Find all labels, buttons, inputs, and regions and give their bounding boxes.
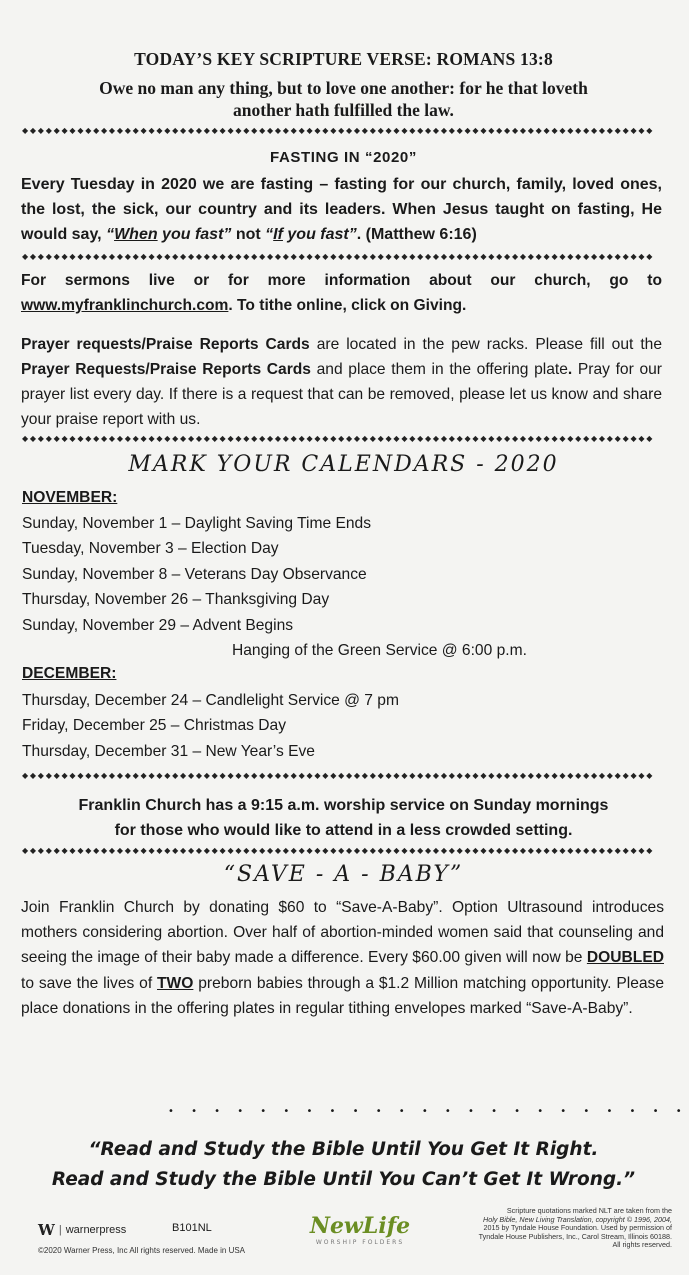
prayer-paragraph [21,332,662,432]
legal-line: Tyndale House Publishers, Inc., Carol Stream, Illinois 60188. [478,1231,672,1241]
diamond-divider: ◆◆◆◆◆◆◆◆◆◆◆◆◆◆◆◆◆◆◆◆◆◆◆◆◆◆◆◆◆◆◆◆◆◆◆◆◆◆◆◆◆◆◆◆◆◆◆◆◆◆◆◆◆◆◆◆◆◆◆◆◆◆◆◆◆◆◆◆◆◆◆◆◆◆◆◆◆◆◆◆ [22,126,655,135]
legal-line: Holy Bible, New Living Translation, copyright © 1996, 2004, [483,1214,672,1224]
calendar-event: Sunday, November 1 – Daylight Saving Time Ends [22,515,372,532]
baby-text-2: to save the lives of [21,974,158,992]
product-code: B101NL [172,1222,212,1234]
prayer-period: . [567,361,573,378]
calendar-event: Thursday, November 26 – Thanksgiving Day [22,591,330,608]
key-verse-text [30,77,657,121]
calendar-event: Tuesday, November 3 – Election Day [22,540,279,557]
quote-rest: you fast” [282,226,357,243]
warner-press-logo [38,1221,126,1239]
calendar-title: MARK YOUR CALENDARS - 2020 [128,452,559,477]
baby-text: Join Franklin Church by donating $60 to “Save-A-Baby”. Option Ultrasound introduces mothers considering abortion. Over half of abortion-minded women said that counseling and seeing the image of their baby made a difference. Every $60.00 given will now be [21,899,664,967]
legal-line: Scripture quotations marked NLT are taken from the [506,1206,672,1215]
bible-quote-line-1: “Read and Study the Bible Until You Get It Right. [88,1139,599,1160]
key-verse-line-2: another hath fulfilled the law. [233,100,454,120]
diamond-divider: ◆◆◆◆◆◆◆◆◆◆◆◆◆◆◆◆◆◆◆◆◆◆◆◆◆◆◆◆◆◆◆◆◆◆◆◆◆◆◆◆◆◆◆◆◆◆◆◆◆◆◆◆◆◆◆◆◆◆◆◆◆◆◆◆◆◆◆◆◆◆◆◆◆◆◆◆◆◆◆◆ [22,434,655,443]
save-a-baby-title: “SAVE - A - BABY” [223,862,464,887]
fasting-paragraph [21,172,662,247]
service-announcement [0,793,687,843]
two-word: TWO [157,974,194,992]
newlife-logo [290,1213,430,1249]
prayer-text-2: and place them in the offering plate [310,361,568,378]
quote-mark: “ [106,226,115,243]
newlife-wordmark: NewLife [309,1213,411,1239]
key-verse-line-1: Owe no man any thing, but to love one another: for he that loveth [99,78,588,98]
when-word: When [114,226,158,243]
church-website-link[interactable]: www.myfranklinchurch.com [21,297,229,314]
calendar-event: Sunday, November 29 – Advent Begins [22,617,294,634]
december-label: DECEMBER: [22,665,117,682]
prayer-cards-bold-2: Prayer Requests/Praise Reports Cards [21,361,311,378]
diamond-divider: ◆◆◆◆◆◆◆◆◆◆◆◆◆◆◆◆◆◆◆◆◆◆◆◆◆◆◆◆◆◆◆◆◆◆◆◆◆◆◆◆◆◆◆◆◆◆◆◆◆◆◆◆◆◆◆◆◆◆◆◆◆◆◆◆◆◆◆◆◆◆◆◆◆◆◆◆◆◆◆◆ [22,846,655,855]
calendar-event: Friday, December 25 – Christmas Day [22,717,287,734]
quote-rest: you fast” [157,226,232,243]
if-word: If [273,226,283,243]
save-a-baby-paragraph [21,895,664,1021]
calendar-event: Sunday, November 8 – Veterans Day Observance [22,566,367,583]
copyright: ©2020 Warner Press, Inc All rights reserved. Made in USA [38,1246,246,1255]
november-label: NOVEMBER: [22,489,118,506]
calendar-event: Thursday, December 24 – Candlelight Service @ 7 pm [22,692,399,709]
baby-text-3: preborn babies through a $1.2 Million matching opportunity. Please place donations in the offering plates in regular tithing envelopes marked “Save-A-Baby”. [21,974,665,1017]
key-verse-title: TODAY’S KEY SCRIPTURE VERSE: ROMANS 13:8 [134,49,553,69]
calendar-event: Thursday, December 31 – New Year’s Eve [22,743,315,760]
sermons-paragraph [21,268,662,318]
prayer-cards-bold: Prayer requests/Praise Reports Cards [21,336,310,353]
sermons-text: For sermons live or for more information about our church, go to [21,272,662,289]
service-line-2: for those who would like to attend in a less crowded setting. [114,822,573,839]
service-line-1: Franklin Church has a 9:15 a.m. worship service on Sunday mornings [78,797,609,814]
quote-mark: “ [265,226,274,243]
newlife-subtitle: WORSHIP FOLDERS [315,1239,405,1246]
diamond-divider: ◆◆◆◆◆◆◆◆◆◆◆◆◆◆◆◆◆◆◆◆◆◆◆◆◆◆◆◆◆◆◆◆◆◆◆◆◆◆◆◆◆◆◆◆◆◆◆◆◆◆◆◆◆◆◆◆◆◆◆◆◆◆◆◆◆◆◆◆◆◆◆◆◆◆◆◆◆◆◆◆ [22,252,655,261]
diamond-divider: ◆◆◆◆◆◆◆◆◆◆◆◆◆◆◆◆◆◆◆◆◆◆◆◆◆◆◆◆◆◆◆◆◆◆◆◆◆◆◆◆◆◆◆◆◆◆◆◆◆◆◆◆◆◆◆◆◆◆◆◆◆◆◆◆◆◆◆◆◆◆◆◆◆◆◆◆◆◆◆◆ [22,771,655,780]
logo-separator: | [58,1224,62,1236]
brand-name: warnerpress [65,1224,127,1236]
sermons-text-end: . To tithe online, click on Giving. [228,297,467,314]
fasting-title: FASTING IN “2020” [270,149,417,166]
legal-notice [430,1207,672,1250]
prayer-text-3: Pray for our prayer list every day. If there is a request that can be removed, please let us know and share your praise report with us. [21,361,662,428]
legal-line: 2015 by Tyndale House Foundation. Used by permission of [483,1223,672,1233]
prayer-text: are located in the pew racks. Please fill out the [309,336,662,353]
scripture-ref: . (Matthew 6:16) [356,226,477,243]
calendar-event-extra: Hanging of the Green Service @ 6:00 p.m. [232,642,527,659]
bible-quote-line-2: Read and Study the Bible Until You Can’t Get It Wrong.” [51,1169,636,1190]
not-word: not [231,226,266,243]
legal-line: All rights reserved. [612,1240,672,1250]
fasting-text: Every Tuesday in 2020 we are fasting – fasting for our church, family, loved ones, the lost, the sick, our country and its leaders. When Jesus taught on fasting, He would say, [21,176,662,243]
w-logo-icon: W [38,1221,55,1239]
doubled-word: DOUBLED [586,949,664,967]
dot-divider: • • • • • • • • • • • • • • • • • • • • • • • [168,1106,689,1117]
